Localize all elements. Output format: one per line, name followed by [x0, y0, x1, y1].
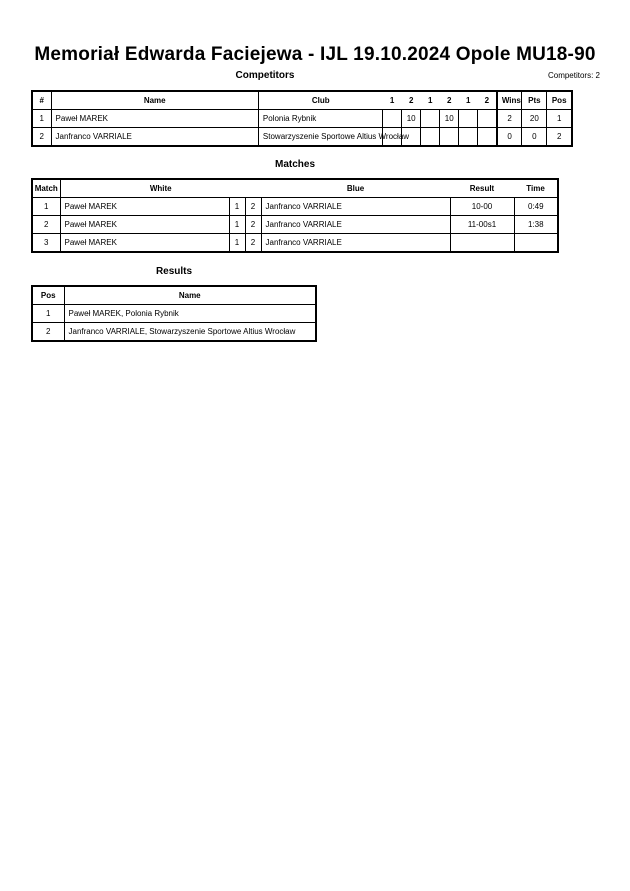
score-cell	[440, 128, 459, 147]
white-index: 1	[229, 198, 245, 216]
match-time	[514, 234, 558, 253]
white-index: 1	[229, 234, 245, 253]
col-header-round: 2	[402, 91, 421, 110]
score-cell	[421, 128, 440, 147]
col-header-round: 2	[440, 91, 459, 110]
match-number: 2	[32, 216, 60, 234]
match-number: 1	[32, 198, 60, 216]
col-header-blue: Blue	[261, 179, 450, 198]
col-header-club: Club	[258, 91, 382, 110]
blue-competitor: Janfranco VARRIALE	[261, 234, 450, 253]
competitors-heading: Competitors	[235, 70, 295, 81]
score-cell: 10	[440, 110, 459, 128]
table-row	[32, 128, 572, 147]
match-time: 1:38	[514, 216, 558, 234]
competitor-club: Polonia Rybnik	[258, 110, 382, 128]
col-header-round: 1	[421, 91, 440, 110]
table-row	[32, 198, 558, 216]
results-table	[31, 285, 317, 342]
match-result	[450, 234, 514, 253]
score-cell	[383, 110, 402, 128]
score-cell	[459, 110, 478, 128]
score-cell	[478, 110, 497, 128]
position-cell: 2	[547, 128, 572, 147]
col-header-name: Name	[51, 91, 258, 110]
result-name: Paweł MAREK, Polonia Rybnik	[64, 305, 316, 323]
blue-index: 2	[245, 198, 261, 216]
results-header-row	[32, 286, 316, 305]
wins-cell: 2	[497, 110, 522, 128]
page-title: Memoriał Edwarda Faciejewa - IJL 19.10.2024 Opole MU18-90	[34, 44, 596, 65]
table-row	[32, 110, 572, 128]
competitor-number: 2	[32, 128, 51, 147]
result-position: 1	[32, 305, 64, 323]
col-header-result: Result	[450, 179, 514, 198]
competitor-number: 1	[32, 110, 51, 128]
blue-index: 2	[245, 216, 261, 234]
position-cell: 1	[547, 110, 572, 128]
blue-competitor: Janfranco VARRIALE	[261, 198, 450, 216]
white-competitor: Paweł MAREK	[60, 198, 229, 216]
col-header-wins: Wins	[497, 91, 522, 110]
white-competitor: Paweł MAREK	[60, 234, 229, 253]
competitors-header-row	[32, 91, 572, 110]
competitor-name: Paweł MAREK	[51, 110, 258, 128]
match-result: 10-00	[450, 198, 514, 216]
col-header-round: 1	[459, 91, 478, 110]
score-cell: 10	[402, 110, 421, 128]
score-cell	[478, 128, 497, 147]
points-cell: 20	[522, 110, 547, 128]
competitor-name: Janfranco VARRIALE	[51, 128, 258, 147]
col-header-white: White	[60, 179, 261, 198]
col-header-pos: Pos	[547, 91, 572, 110]
table-row	[32, 234, 558, 253]
result-name: Janfranco VARRIALE, Stowarzyszenie Sportowe Altius Wrocław	[64, 323, 316, 342]
col-header-round: 1	[383, 91, 402, 110]
wins-cell: 0	[497, 128, 522, 147]
result-position: 2	[32, 323, 64, 342]
competitors-count: Competitors: 2	[547, 71, 600, 80]
table-row	[32, 323, 316, 342]
col-header-match: Match	[32, 179, 60, 198]
blue-index: 2	[245, 234, 261, 253]
blue-competitor: Janfranco VARRIALE	[261, 216, 450, 234]
table-row	[32, 216, 558, 234]
competitors-table	[31, 90, 573, 147]
score-cell	[421, 110, 440, 128]
match-time: 0:49	[514, 198, 558, 216]
matches-table	[31, 178, 559, 253]
col-header-time: Time	[514, 179, 558, 198]
score-cell	[459, 128, 478, 147]
table-row	[32, 305, 316, 323]
col-header-round: 2	[478, 91, 497, 110]
results-heading: Results	[155, 266, 193, 277]
competitor-club: Stowarzyszenie Sportowe Altius Wrocław	[258, 128, 382, 147]
white-index: 1	[229, 216, 245, 234]
col-header-pts: Pts	[522, 91, 547, 110]
col-header-name: Name	[64, 286, 316, 305]
match-number: 3	[32, 234, 60, 253]
col-header-number: #	[32, 91, 51, 110]
matches-header-row	[32, 179, 558, 198]
matches-heading: Matches	[274, 159, 315, 170]
points-cell: 0	[522, 128, 547, 147]
match-result: 11-00s1	[450, 216, 514, 234]
col-header-pos: Pos	[32, 286, 64, 305]
white-competitor: Paweł MAREK	[60, 216, 229, 234]
